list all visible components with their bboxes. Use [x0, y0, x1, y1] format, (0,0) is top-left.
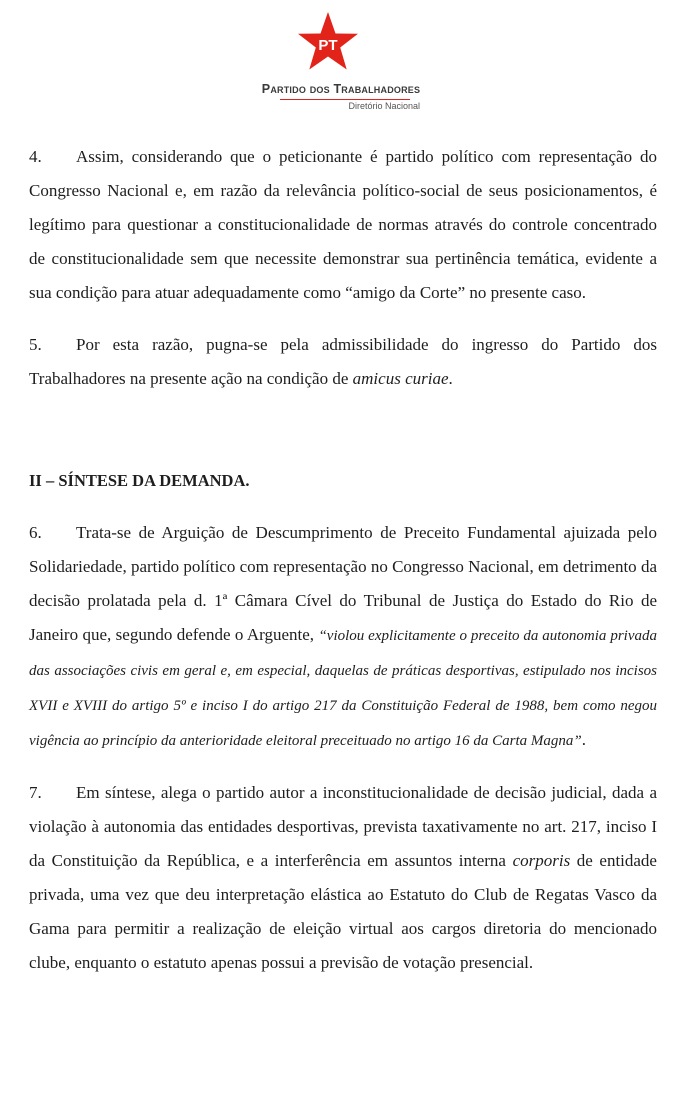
italic-term: amicus curiae — [352, 369, 449, 388]
pt-star-logo-icon — [297, 12, 359, 72]
letterhead — [0, 0, 677, 120]
paragraph-text: Por esta razão, pugna-se pela admissibilidade do ingresso do Partido dos Trabalhadores na presente ação na condição de — [29, 335, 657, 388]
section-title: II – SÍNTESE DA DEMANDA. — [29, 471, 250, 490]
document-body — [29, 140, 657, 980]
party-subtitle: Diretório Nacional — [348, 101, 420, 111]
paragraph-4 — [29, 140, 657, 310]
paragraph-text: Em síntese, alega o partido autor a inconstitucionalidade de decisão judicial, dada a violação à autonomia das entidades desportivas, prevista taxativamente no art. 217, inciso I da Constituição da República, e a interferência em assuntos interna — [29, 783, 657, 870]
party-name-underline — [280, 99, 410, 100]
paragraph-number: 4. — [29, 147, 42, 166]
paragraph-end: . — [581, 730, 586, 749]
paragraph-number: 7. — [29, 783, 42, 802]
paragraph-7 — [29, 776, 657, 980]
paragraph-text: Assim, considerando que o peticionante é partido político com representação do Congresso Nacional e, em razão da relevância político-social de seus posicionamentos, é legítimo para questionar a constitucionalidade de normas através do controle concentrado de constitucionalidade sem que necessite demonstrar sua pertinência temática, evidente a sua condição para atuar adequadamente como “amigo da Corte” no presente caso. — [29, 147, 657, 302]
paragraph-5 — [29, 328, 657, 396]
logo-text: PT — [318, 37, 338, 54]
paragraph-text: Trata-se de Arguição de Descumprimento de Preceito Fundamental ajuizada pelo Solidariedade, partido político com representação no Congresso Nacional, em detrimento da decisão prolatada pela d. 1ª Câmara Cível do Tribunal de Justiça do Estado do Rio de Janeiro que, segundo defende o Arguente, — [29, 523, 657, 644]
paragraph-number: 5. — [29, 335, 42, 354]
paragraph-end: . — [448, 369, 453, 388]
party-name: Partido dos Trabalhadores — [261, 82, 421, 96]
paragraph-end: de entidade privada, uma vez que deu interpretação elástica ao Estatuto do Club de Regatas Vasco da Gama para permitir a realização de eleição virtual aos cargos diretoria do mencionado clube, enquanto o estatuto apenas possui a previsão de votação presencial. — [29, 851, 657, 972]
italic-term: corporis — [512, 851, 571, 870]
paragraph-6 — [29, 516, 657, 758]
quoted-text: “violou explicitamente o preceito da autonomia privada das associações civis em geral e, em especial, daquelas de práticas desportivas, estipulado nos incisos XVII e XVIII do artigo 5º e inciso I do artigo 217 da Constituição Federal de 1988, bem como negou vigência ao princípio da anterioridade eleitoral preceituado no artigo 16 da Carta Magna” — [29, 628, 657, 749]
paragraph-number: 6. — [29, 523, 42, 542]
